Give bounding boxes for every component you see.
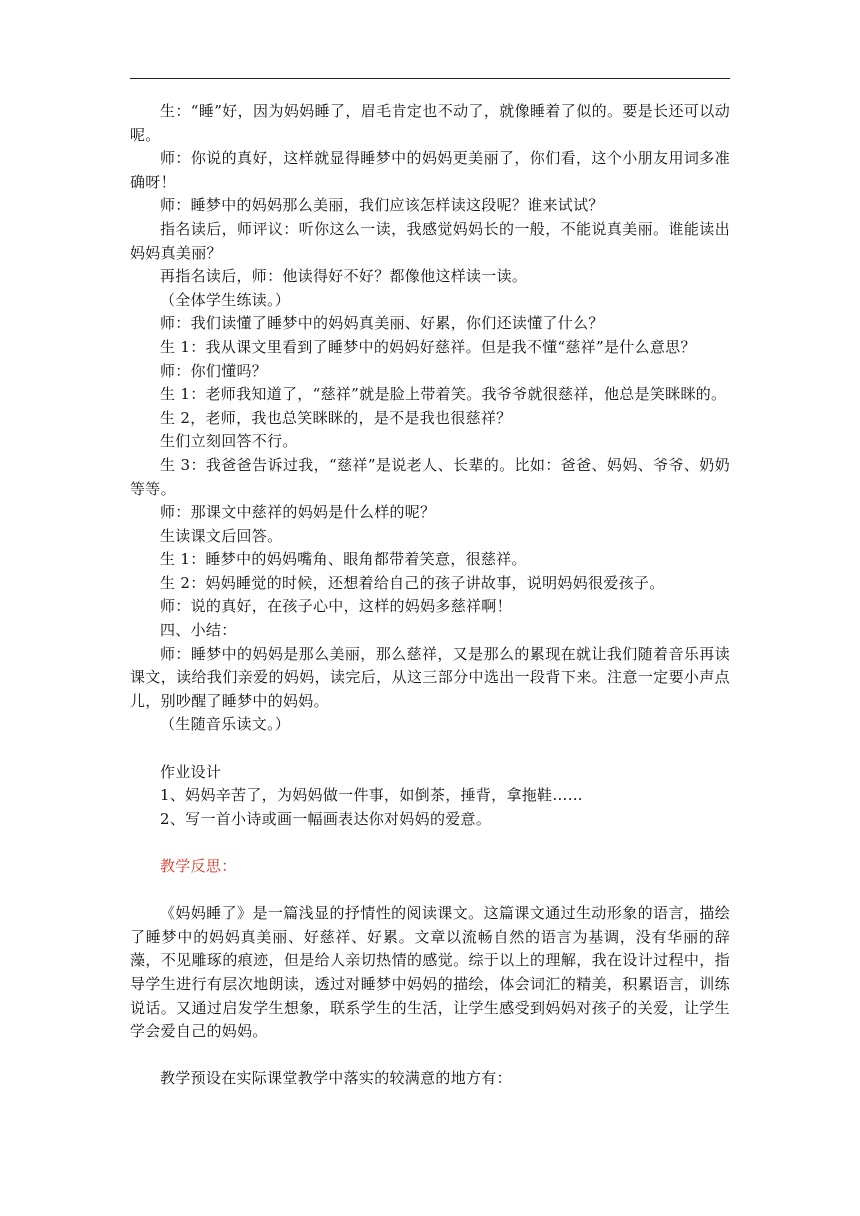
reflection-paragraph: 《妈妈睡了》是一篇浅显的抒情性的阅读课文。这篇课文通过生动形象的语言，描绘了睡梦中的妈妈真美丽、好慈祥、好累。文章以流畅自然的语言为基调，没有华丽的辞藻，不见雕琢的痕迹，但是给人亲切热情的感觉。综于以上的理解，我在设计过程中，指导学生进行有层次地朗读，透过对睡梦中妈妈的描绘，体会词汇的精美，积累语言，训练说话。又通过启发学生想象，联系学生的生活，让学生感受到妈妈对孩子的关爱，让学生学会爱自己的妈妈。 bbox=[130, 904, 730, 1041]
paragraph: 师：那课文中慈祥的妈妈是什么样的呢？ bbox=[160, 503, 436, 522]
document-body bbox=[130, 100, 730, 1091]
homework-section bbox=[130, 761, 730, 832]
paragraph: 师：睡梦中的妈妈是那么美丽，那么慈祥，又是那么的累现在就让我们随着音乐再读课文，读给我们亲爱的妈妈，读完后，从这三部分中选出一段背下来。注意一定要小声点儿，别吵醒了睡梦中的妈妈。 bbox=[130, 644, 730, 710]
reflection-closing: 教学预设在实际课堂教学中落实的较满意的地方有： bbox=[160, 1069, 512, 1088]
dialogue-section bbox=[130, 100, 730, 737]
paragraph: 生读课文后回答。 bbox=[160, 526, 283, 545]
paragraph: 师：睡梦中的妈妈那么美丽，我们应该怎样读这段呢？谁来试试？ bbox=[160, 196, 604, 215]
paragraph: （全体学生练读。） bbox=[160, 290, 291, 309]
spacer bbox=[130, 1044, 730, 1068]
homework-item: 1、妈妈辛苦了，为妈妈做一件事，如倒茶，捶背，拿拖鞋…… bbox=[160, 786, 583, 805]
section-heading-summary: 四、小结： bbox=[160, 621, 237, 640]
paragraph: 师：你说的真好，这样就显得睡梦中的妈妈更美丽了，你们看，这个小朋友用词多准确呀！ bbox=[130, 149, 730, 191]
reflection-heading: 教学反思： bbox=[160, 857, 237, 875]
spacer bbox=[130, 879, 730, 903]
paragraph: 再指名读后，师：他读得好不好？都像他这样读一读。 bbox=[160, 267, 528, 286]
paragraph: 师：我们读懂了睡梦中的妈妈真美丽、好累，你们还读懂了什么？ bbox=[160, 314, 604, 333]
homework-item: 2、写一首小诗或画一幅画表达你对妈妈的爱意。 bbox=[160, 809, 492, 828]
paragraph: 师：你们懂吗？ bbox=[160, 361, 268, 380]
paragraph: 生：“睡”好，因为妈妈睡了，眉毛肯定也不动了，就像睡着了似的。要是长还可以动呢。 bbox=[130, 102, 730, 144]
spacer bbox=[130, 737, 730, 761]
spacer bbox=[130, 831, 730, 855]
paragraph: 生 2：妈妈睡觉的时候，还想着给自己的孩子讲故事，说明妈妈很爱孩子。 bbox=[160, 573, 665, 592]
paragraph: 生 3：我爸爸告诉过我，“慈祥”是说老人、长辈的。比如：爸爸、妈妈、爷爷、奶奶等等。 bbox=[130, 455, 730, 498]
paragraph: 生 1：睡梦中的妈妈嘴角、眼角都带着笑意，很慈祥。 bbox=[160, 550, 527, 569]
header-rule bbox=[130, 78, 730, 79]
paragraph: 生 1：老师我知道了，“慈祥”就是脸上带着笑。我爷爷就很慈祥，他总是笑眯眯的。 bbox=[160, 385, 727, 404]
paragraph: 生 1：我从课文里看到了睡梦中的妈妈好慈祥。但是我不懂“慈祥”是什么意思？ bbox=[160, 337, 696, 356]
paragraph: 生 2，老师，我也总笑眯眯的，是不是我也很慈祥？ bbox=[160, 408, 512, 427]
paragraph: 指名读后，师评议：听你这么一读，我感觉妈妈长的一般，不能说真美丽。谁能读出妈妈真美丽？ bbox=[130, 219, 730, 262]
paragraph: （生随音乐读文。） bbox=[160, 715, 291, 734]
paragraph: 生们立刻回答不行。 bbox=[160, 432, 298, 451]
homework-title: 作业设计 bbox=[160, 762, 222, 781]
paragraph: 师：说的真好，在孩子心中，这样的妈妈多慈祥啊！ bbox=[160, 597, 512, 616]
reflection-section bbox=[130, 855, 730, 1091]
